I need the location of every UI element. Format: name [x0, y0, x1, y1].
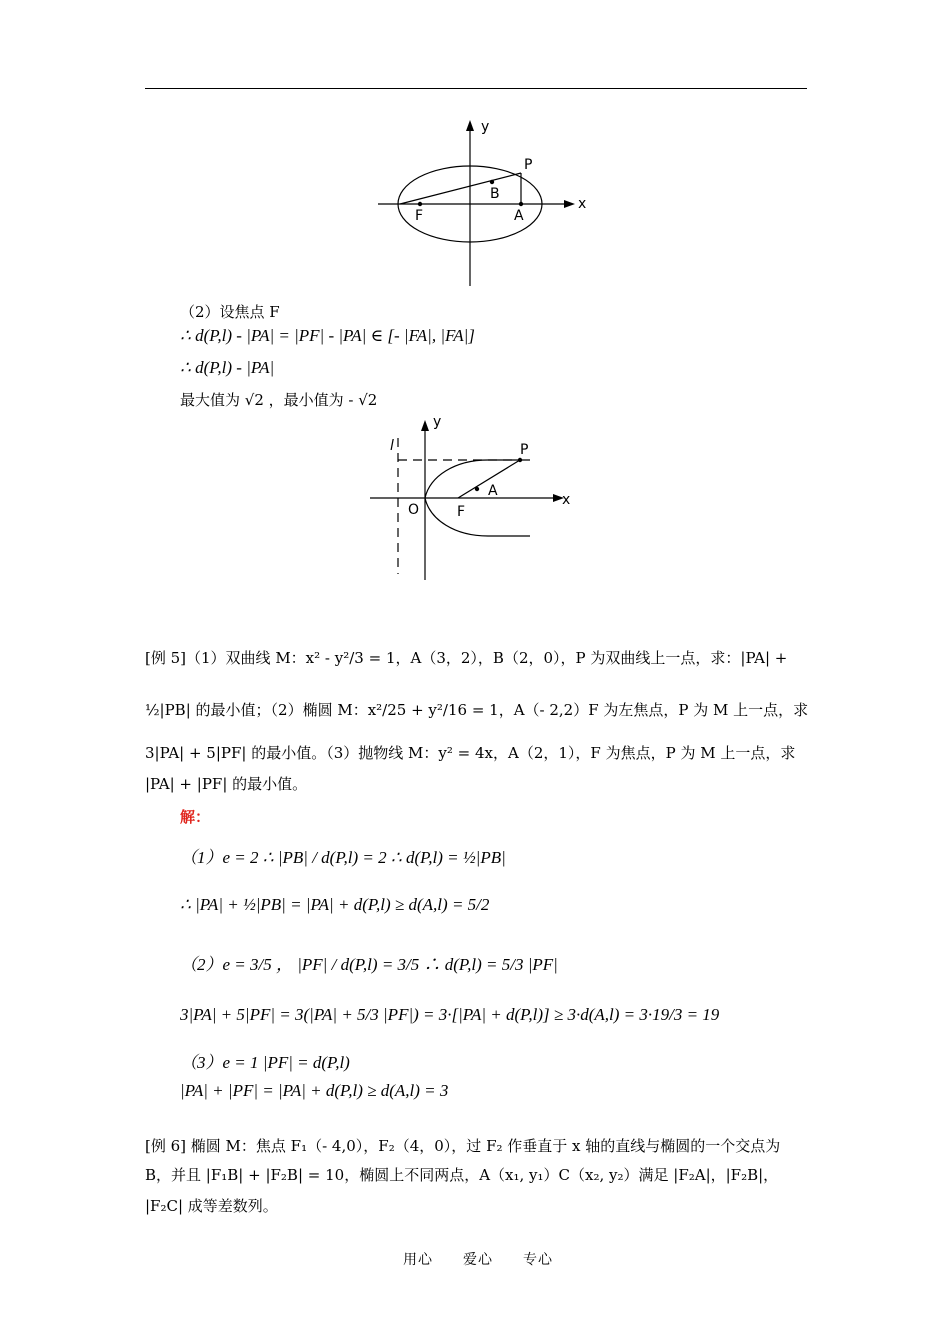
solution-label: 解： [180, 808, 211, 826]
label-b: B [490, 186, 500, 202]
point-p [518, 458, 522, 462]
label-a: A [514, 208, 524, 224]
ex6-line1: [例 6] 椭圆 M：焦点 F₁（- 4,0），F₂（4，0），过 F₂ 作垂直于 x 轴的直线与椭圆的一个交点为 [145, 1137, 781, 1155]
label-x: x [562, 492, 571, 508]
label-f: F [457, 504, 466, 520]
ellipse-figure [370, 112, 590, 292]
part2-heading: （2）设焦点 F [180, 303, 280, 321]
ex5-line4: |PA| + |PF| 的最小值。 [145, 775, 308, 793]
header-rule [145, 88, 807, 89]
label-y: y [481, 119, 490, 135]
part2-line1: ∴ d(P,l) - |PA| = |PF| - |PA| ∈ [- |FA|, |FA|] [180, 326, 475, 345]
ex5-line1: [例 5]（1）双曲线 M：x² - y²/3 = 1，A（3，2），B（2，0），P 为双曲线上一点，求：|PA| + [145, 649, 788, 667]
label-p: P [520, 442, 529, 458]
part2-line3: 最大值为 √2 ，最小值为 - √2 [180, 391, 378, 409]
label-f: F [415, 208, 424, 224]
point-a [519, 202, 523, 206]
point-f [418, 202, 422, 206]
label-x: x [578, 196, 587, 212]
ex5-line2: ½|PB| 的最小值；（2）椭圆 M：x²/25 + y²/16 = 1，A（- 2,2）F 为左焦点，P 为 M 上一点，求 [145, 701, 809, 719]
solution-step3: （2）e = 3/5 ， |PF| / d(P,l) = 3/5 ∴ d(P,l) = 5/3 |PF| [180, 955, 558, 974]
label-p: P [524, 157, 533, 173]
parabola-figure [360, 410, 580, 586]
y-axis-arrow-icon [466, 120, 474, 131]
y-axis-arrow-icon [421, 420, 429, 431]
point-b [490, 180, 494, 184]
label-l: l [390, 438, 394, 454]
solution-step2: ∴ |PA| + ½|PB| = |PA| + d(P,l) ≥ d(A,l) = 5/2 [180, 895, 490, 914]
ex5-line3: 3|PA| + 5|PF| 的最小值。（3）抛物线 M：y² = 4x，A（2，1），F 为焦点，P 为 M 上一点，求 [145, 744, 796, 762]
solution-step5: （3）e = 1 |PF| = d(P,l) [180, 1053, 350, 1072]
ex6-line2: B，并且 |F₁B| + |F₂B| = 10，椭圆上不同两点，A（x₁, y₁）C（x₂, y₂）满足 |F₂A|，|F₂B|， [145, 1166, 779, 1184]
solution-step4: 3|PA| + 5|PF| = 3(|PA| + 5/3 |PF|) = 3·[|PA| + d(P,l)] ≥ 3·d(A,l) = 3·19/3 = 19 [180, 1005, 720, 1024]
label-y: y [433, 414, 442, 430]
label-o: O [408, 502, 420, 518]
label-a: A [488, 483, 498, 499]
point-a [475, 487, 479, 491]
solution-step1: （1）e = 2 ∴ |PB| / d(P,l) = 2 ∴ d(P,l) = ½|PB| [180, 848, 506, 867]
solution-step6: |PA| + |PF| = |PA| + d(P,l) ≥ d(A,l) = 3 [180, 1081, 449, 1100]
part2-line2: ∴ d(P,l) - |PA| [180, 358, 275, 377]
ex6-line3: |F₂C| 成等差数列。 [145, 1197, 278, 1215]
page-footer: 用心 爱心 专心 [403, 1252, 553, 1268]
x-axis-arrow-icon [564, 200, 575, 208]
